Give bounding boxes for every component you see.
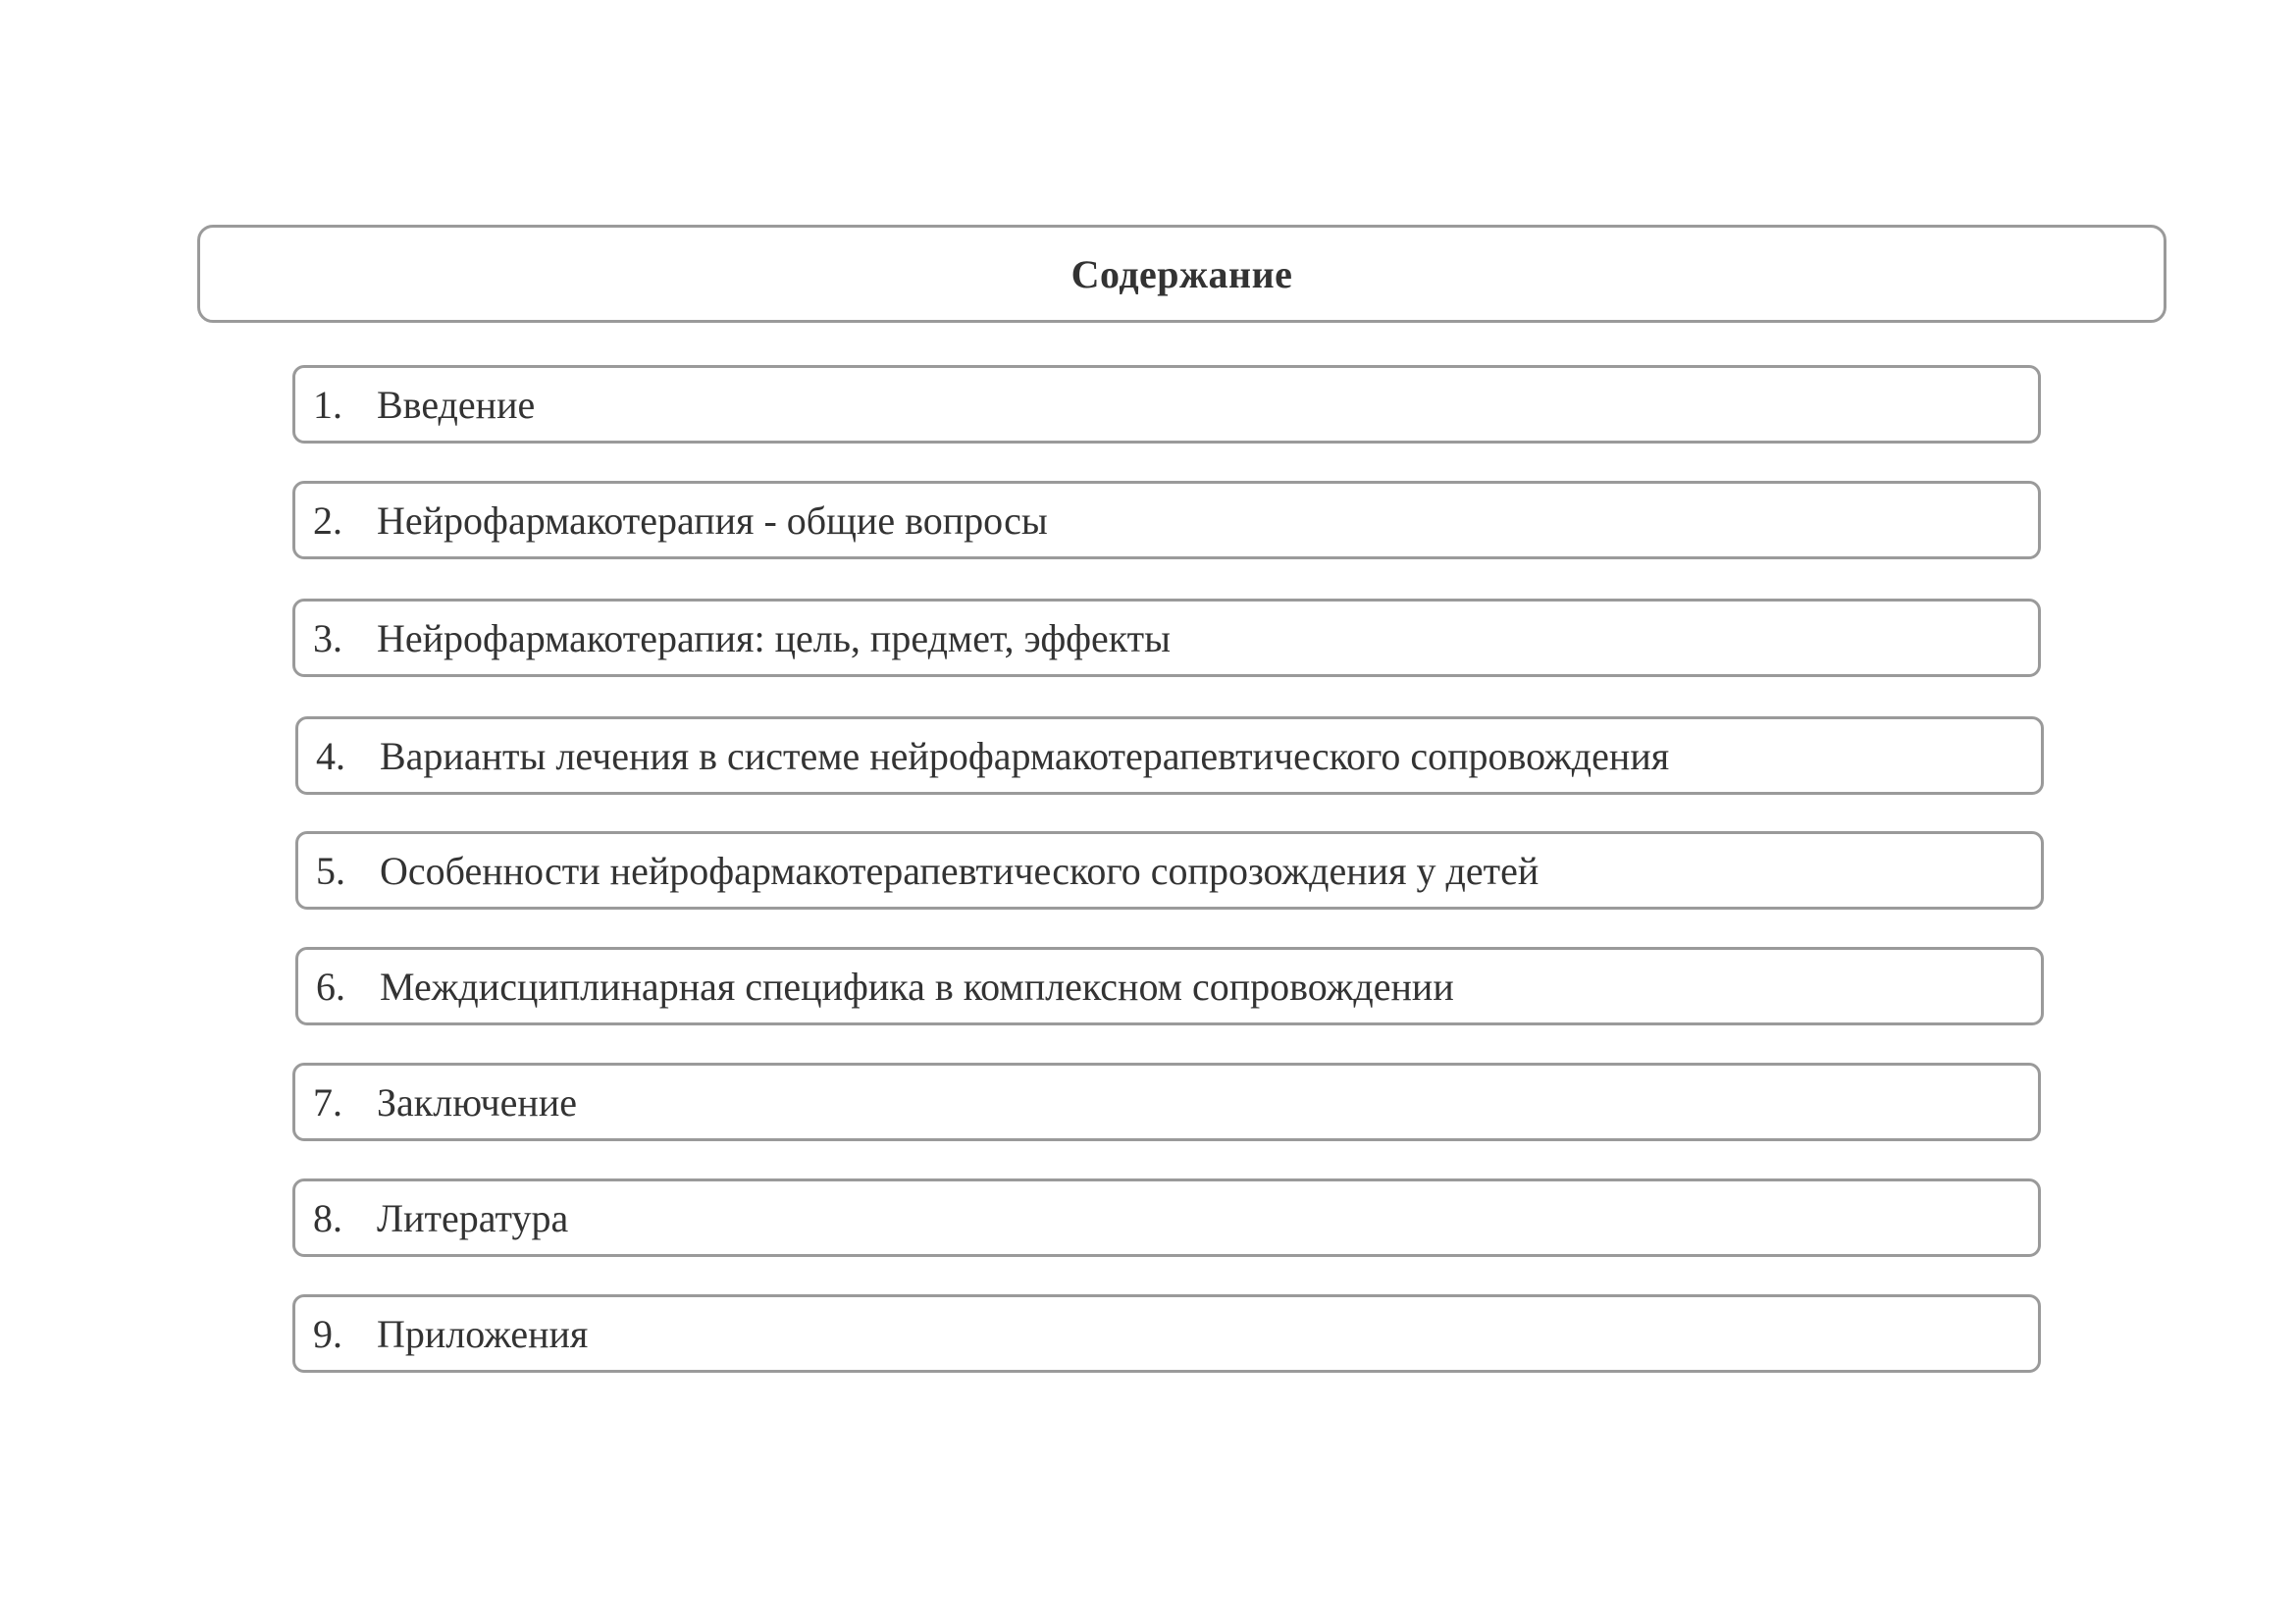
toc-item-general-questions[interactable] bbox=[292, 481, 2041, 559]
toc-item-number: 4. bbox=[316, 733, 345, 778]
toc-item-number: 6. bbox=[316, 964, 345, 1009]
toc-item-number: 7. bbox=[313, 1079, 342, 1125]
toc-item-number: 3. bbox=[313, 615, 342, 660]
toc-item-conclusion[interactable] bbox=[292, 1063, 2041, 1141]
contents-title-box bbox=[197, 225, 2166, 323]
toc-item-number: 9. bbox=[313, 1311, 342, 1356]
toc-item-introduction[interactable] bbox=[292, 365, 2041, 444]
toc-item-label: Литература bbox=[377, 1195, 569, 1240]
toc-item-treatment-options[interactable] bbox=[295, 716, 2044, 795]
toc-item-label: Заключение bbox=[377, 1079, 577, 1125]
toc-item-interdisciplinary[interactable] bbox=[295, 947, 2044, 1025]
toc-item-label: Нейрофармакотерапия - общие вопросы bbox=[377, 497, 1048, 543]
toc-item-children-features[interactable] bbox=[295, 831, 2044, 910]
toc-item-label: Нейрофармакотерапия: цель, предмет, эффекты bbox=[377, 615, 1172, 660]
toc-item-literature[interactable] bbox=[292, 1178, 2041, 1257]
toc-item-label: Особенности нейрофармакотерапевтического сопрозождения у детей bbox=[380, 848, 1539, 893]
toc-item-number: 2. bbox=[313, 497, 342, 543]
toc-item-number: 8. bbox=[313, 1195, 342, 1240]
toc-item-label: Введение bbox=[377, 382, 536, 427]
toc-item-label: Приложения bbox=[377, 1311, 589, 1356]
toc-item-number: 5. bbox=[316, 848, 345, 893]
toc-item-number: 1. bbox=[313, 382, 342, 427]
toc-item-label: Междисциплинарная специфика в комплексном сопровождении bbox=[380, 964, 1454, 1009]
toc-item-label: Варианты лечения в системе нейрофармакотерапевтического сопровождения bbox=[380, 733, 1670, 778]
toc-item-appendices[interactable] bbox=[292, 1294, 2041, 1373]
toc-item-goal-subject-effects[interactable] bbox=[292, 599, 2041, 677]
contents-title: Содержание bbox=[1070, 251, 1293, 296]
